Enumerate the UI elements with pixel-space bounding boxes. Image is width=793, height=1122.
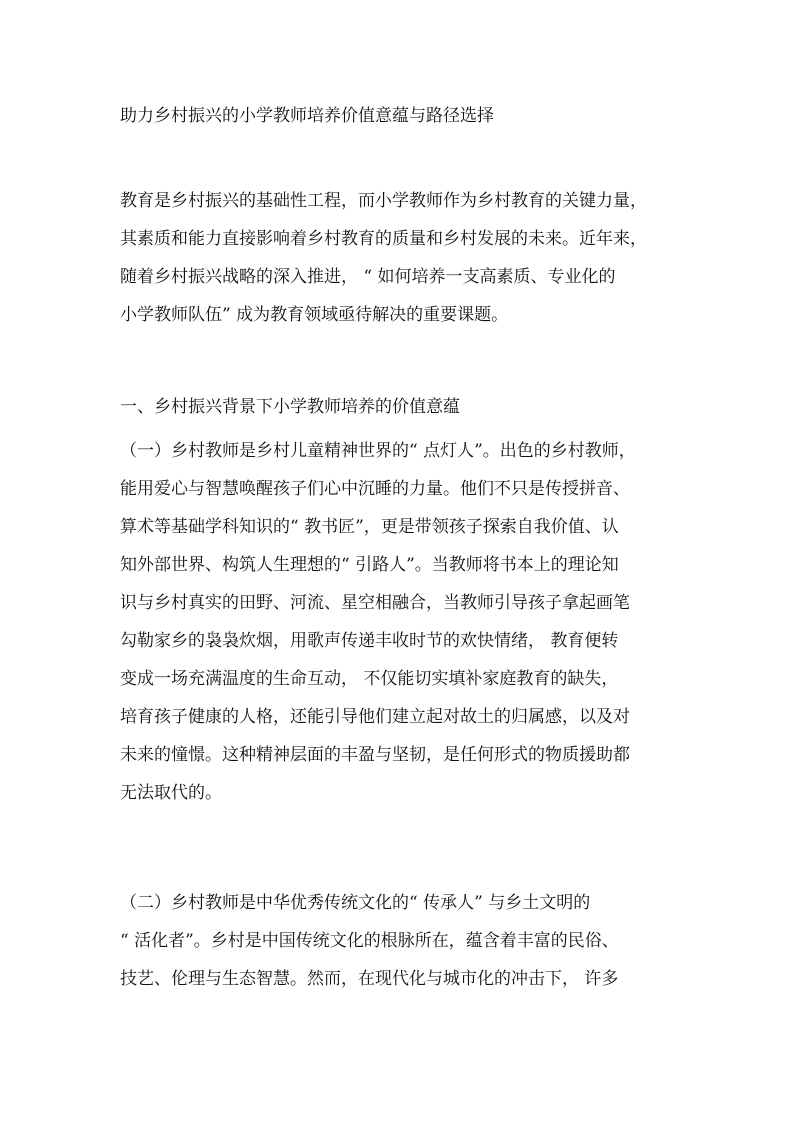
paragraph-line: 算术等基础学科知识的“ 教书匠”，更是带领孩子探索自我价值、认 — [120, 517, 619, 537]
paragraph-line: （二）乡村教师是中华优秀传统文化的“ 传承人” 与乡土文明的 — [120, 893, 591, 913]
paragraph-line: 能用爱心与智慧唤醒孩子们心中沉睡的力量。他们不只是传授拼音、 — [120, 479, 630, 499]
subsection-1-paragraph — [120, 432, 680, 812]
paragraph-line: 无法取代的。 — [120, 783, 222, 803]
paragraph-line: 培育孩子健康的人格，还能引导他们建立起对故土的归属感，以及对 — [120, 707, 630, 727]
intro-paragraph — [120, 182, 680, 334]
paragraph-line: 教育是乡村振兴的基础性工程，而小学教师作为乡村教育的关键力量， — [120, 191, 647, 211]
paragraph-line: 小学教师队伍” 成为教育领域亟待解决的重要课题。 — [120, 305, 509, 325]
section-heading — [120, 392, 680, 422]
subsection-2-paragraph — [120, 884, 680, 998]
section-heading-text: 一、乡村振兴背景下小学教师培养的价值意蕴 — [120, 397, 460, 417]
paragraph-line: 变成一场充满温度的生命互动， 不仅能切实填补家庭教育的缺失， — [120, 669, 619, 689]
paragraph-line: “ 活化者”。乡村是中国传统文化的根脉所在，蕴含着丰富的民俗、 — [120, 931, 619, 951]
paragraph-line: 未来的憧憬。这种精神层面的丰盈与坚韧，是任何形式的物质援助都 — [120, 745, 630, 765]
paragraph-line: 其素质和能力直接影响着乡村教育的质量和乡村发展的未来。近年来， — [120, 229, 647, 249]
paragraph-line: 随着乡村振兴战略的深入推进， “ 如何培养一支高素质、专业化的 — [120, 267, 616, 287]
paragraph-line: 技艺、伦理与生态智慧。然而，在现代化与城市化的冲击下， 许多 — [120, 969, 619, 989]
paragraph-line: 勾勒家乡的袅袅炊烟，用歌声传递丰收时节的欢快情绪， 教育便转 — [120, 631, 619, 651]
paragraph-line: 识与乡村真实的田野、河流、星空相融合，当教师引导孩子拿起画笔 — [120, 593, 630, 613]
paragraph-line: 知外部世界、构筑人生理想的“ 引路人”。当教师将书本上的理论知 — [120, 555, 619, 575]
paragraph-line: （一）乡村教师是乡村儿童精神世界的“ 点灯人”。出色的乡村教师， — [120, 441, 636, 461]
document-title: 助力乡村振兴的小学教师培养价值意蕴与路径选择 — [120, 106, 494, 126]
